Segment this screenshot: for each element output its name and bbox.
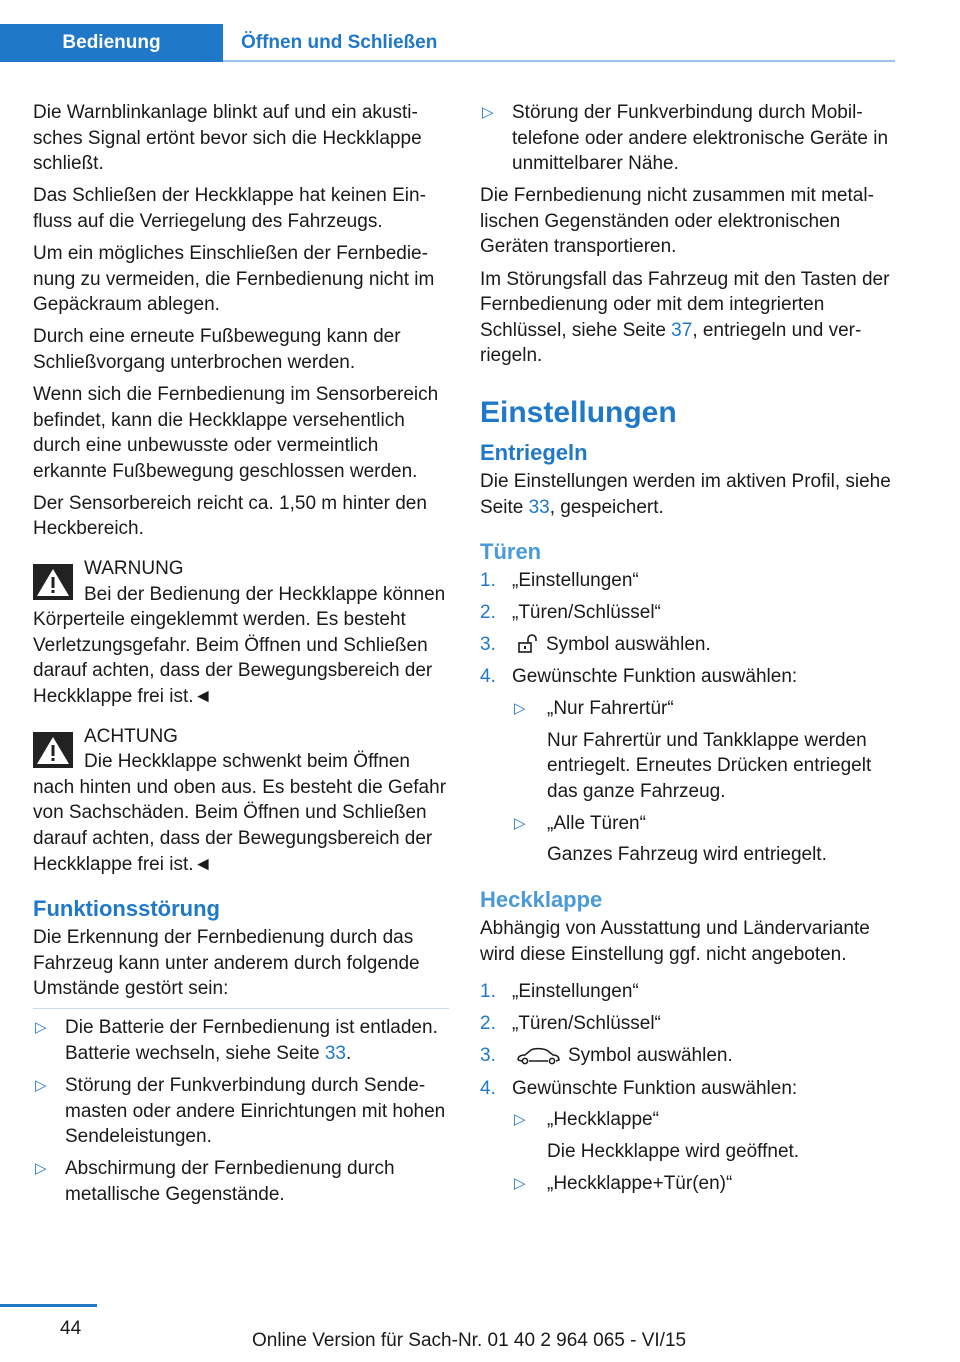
step-item: 2. „Türen/Schlüssel“ [480, 1013, 661, 1035]
step-item: 4. Gewünschte Funktion auswählen: ▷ „Heckklappe“ Die Heckklappe wird geöffnet. ▷ „Heckklappe+Tür(en)“ [480, 1076, 896, 1197]
list-item: ▷ Störung der Funkverbindung durch Sendemasten oder andere Einrichtungen mit hohen Sendeleistungen. [35, 1075, 446, 1148]
paragraph: Im Störungsfall das Fahrzeug mit den Tasten der Fernbedienung oder mit dem integrierten Schlüssel, siehe Seite 37, entriegeln und verriegeln. [480, 268, 890, 367]
paragraph: Durch eine erneute Fußbewegung kann der Schließvorgang unterbrochen werden. [33, 326, 401, 373]
right-column [480, 100, 896, 1203]
left-column [33, 100, 449, 1214]
bullet-triangle-icon: ▷ [35, 1019, 47, 1037]
bullet-triangle-icon: ▷ [482, 104, 494, 121]
list-item: ▷ Die Batterie der Fernbedienung ist entladen. Batterie wechseln, siehe Seite 33. [35, 1017, 438, 1064]
unlock-heading: Entriegeln [480, 439, 588, 465]
paragraph: Die Warnblinkanlage blinkt auf und ein akustisches Signal ertönt bevor sich die Heckklappe schließt. [33, 102, 422, 175]
option-list [512, 1107, 896, 1196]
paragraph: Die Fernbedienung nicht zusammen mit metallischen Gegenständen oder elektronischen Geräten transportieren. [480, 185, 874, 258]
section-tab[interactable]: Öffnen und Schließen [241, 32, 438, 53]
list-item: ▷ Störung der Funkverbindung durch Mobiltelefone oder andere elektronische Geräte in unmittelbarer Nähe. [482, 102, 889, 175]
header-divider [223, 60, 895, 62]
step-item: 3. Symbol auswählen. [480, 1045, 733, 1067]
warning-triangle-icon [33, 564, 73, 600]
doors-steps [480, 568, 896, 868]
tailgate-steps [480, 979, 896, 1196]
option-item: ▷ „Heckklappe+Tür(en)“ [512, 1171, 896, 1197]
caution-triangle-icon [33, 732, 73, 768]
doors-heading: Türen [480, 539, 542, 565]
option-list [512, 696, 896, 868]
tailgate-heading: Heckklappe [480, 887, 603, 913]
warning-box [33, 556, 449, 710]
paragraph: Um ein mögliches Einschließen der Fernbedienung zu vermeiden, die Fernbedienung nicht im Gepäckraum ablegen. [33, 242, 435, 316]
option-item: ▷ „Heckklappe“ Die Heckklappe wird geöffnet. [514, 1109, 800, 1162]
malfunction-list [33, 1015, 449, 1207]
paragraph: Die Einstellungen werden im aktiven Profil, siehe Seite 33, gespeichert. [480, 470, 891, 518]
malfunction-heading: Funktionsstörung [33, 896, 220, 922]
step-item: 4. Gewünschte Funktion auswählen: ▷ „Nur Fahrertür“ Nur Fahrertür und Tankklappe werden entriegelt. Erneutes Drücken entriegelt das ganze Fahrzeug. ▷ „Alle Türen“ Ganzes Fahrzeug wird entriegelt. [480, 664, 896, 868]
divider [33, 1008, 449, 1009]
bullet-triangle-icon: ▷ [514, 814, 526, 832]
unlock-icon [516, 634, 538, 654]
option-item: ▷ „Nur Fahrertür“ Nur Fahrertür und Tankklappe werden entriegelt. Erneutes Drücken entriegelt das ganze Fahrzeug. [514, 698, 872, 802]
online-version-note: Online Version für Sach-Nr. 01 40 2 964 065 - VI/15 [252, 1330, 687, 1351]
paragraph: Wenn sich die Fernbedienung im Sensorbereich befindet, kann die Heckklappe versehentlich durch eine unbewusste oder vermeintlich erkannte Fußbewegung geschlossen werden. [33, 383, 439, 482]
step-item: 2. „Türen/Schlüssel“ [480, 602, 661, 624]
warning-text: Bei der Bedienung der Heckklappe können Körperteile eingeklemmt werden. Es besteht Verletzungsgefahr. Beim Öffnen und Schließen darauf achten, dass der Bewegungsbereich der Heckklappe frei ist.◄ [33, 583, 446, 707]
bullet-triangle-icon: ▷ [514, 1111, 526, 1129]
malfunction-list-continued [480, 100, 896, 177]
tailgate-intro: Abhängig von Ausstattung und Ländervariante wird diese Einstellung ggf. nicht angeboten. [480, 918, 870, 965]
step-item: 1. „Einstellungen“ [480, 570, 639, 592]
step-item: 3. Symbol auswählen. [480, 634, 711, 656]
bullet-triangle-icon: ▷ [514, 700, 526, 717]
settings-heading: Einstellungen [480, 395, 677, 429]
chapter-tab[interactable]: Bedienung [0, 24, 223, 62]
list-item: ▷ Abschirmung der Fernbedienung durch metallische Gegenstände. [35, 1158, 395, 1205]
bullet-triangle-icon: ▷ [35, 1160, 47, 1178]
option-item: ▷ „Alle Türen“ Ganzes Fahrzeug wird entriegelt. [514, 812, 827, 866]
warning-title: WARNUNG [84, 558, 184, 579]
caution-box [33, 724, 449, 878]
page-header [0, 24, 895, 62]
footer-divider [0, 1304, 97, 1307]
page-link[interactable]: 33 [324, 1043, 346, 1064]
bullet-triangle-icon: ▷ [514, 1174, 526, 1192]
caution-title: ACHTUNG [84, 725, 178, 747]
bullet-triangle-icon: ▷ [35, 1077, 47, 1095]
page-link[interactable]: 33 [528, 496, 550, 518]
malfunction-intro: Die Erkennung der Fernbedienung durch das Fahrzeug kann unter anderem durch folgende Umstände gestört sein: [33, 927, 420, 1000]
page-link[interactable]: 37 [671, 319, 693, 341]
caution-text: Die Heckklappe schwenkt beim Öffnen nach hinten und oben aus. Es besteht die Gefahr von Sachschäden. Beim Öffnen und Schließen darauf achten, dass der Bewegungsbereich der Heckklappe frei ist.◄ [33, 751, 447, 875]
paragraph: Der Sensorbereich reicht ca. 1,50 m hinter den Heckbereich. [33, 492, 427, 540]
page-number: 44 [60, 1318, 82, 1339]
step-item: 1. „Einstellungen“ [480, 981, 639, 1003]
car-icon [516, 1047, 560, 1065]
paragraph: Das Schließen der Heckklappe hat keinen Einfluss auf die Verriegelung des Fahrzeugs. [33, 185, 426, 232]
